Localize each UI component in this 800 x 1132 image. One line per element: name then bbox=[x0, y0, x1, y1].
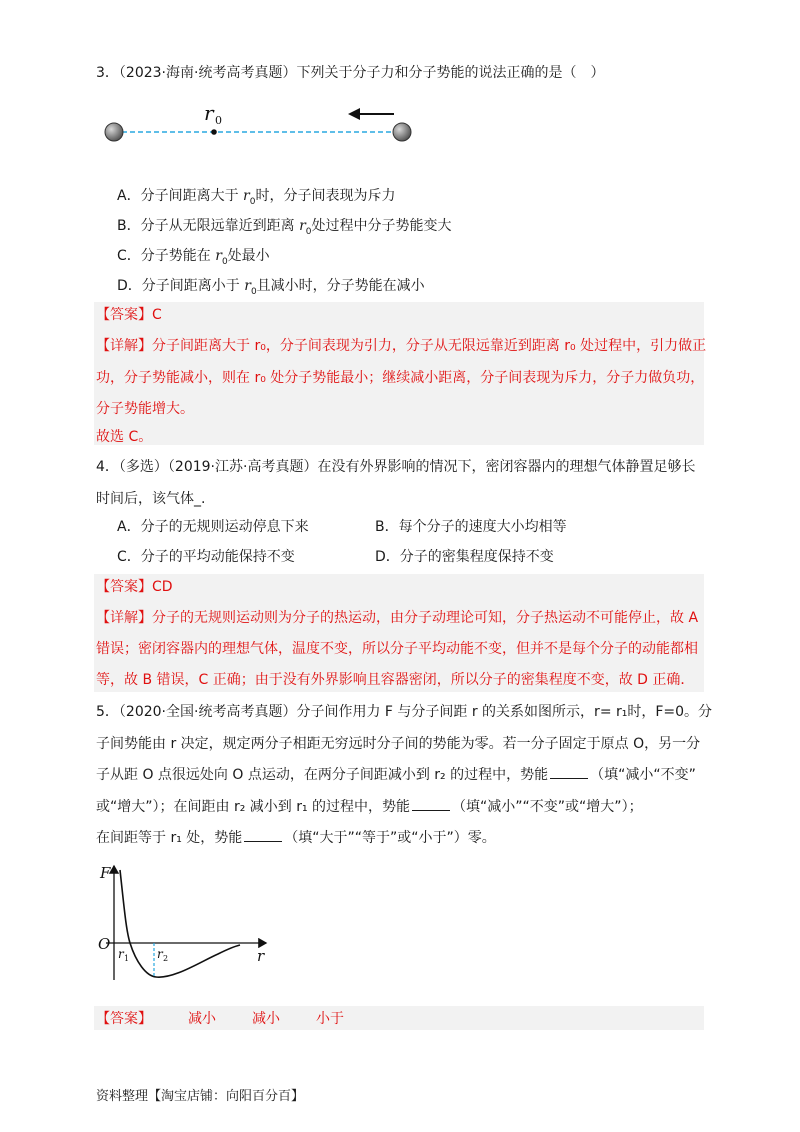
blank-3[interactable] bbox=[244, 829, 282, 842]
blank-1[interactable] bbox=[550, 766, 588, 779]
left-molecule bbox=[105, 123, 123, 141]
q3-answer bbox=[96, 305, 162, 325]
origin-label: O bbox=[98, 935, 111, 953]
q3-molecule-figure bbox=[96, 96, 426, 156]
force-curve bbox=[120, 870, 240, 977]
q5-answer-3: 小于 bbox=[316, 1011, 344, 1027]
answer-tag: 【答案】 bbox=[96, 307, 152, 323]
q4-detail-line-1: 【详解】分子的无规则运动则为分子的热运动，由分子动理论可知，分子热运动不可能停止，故 A bbox=[96, 610, 699, 626]
q4-option-c: C．分子的平均动能保持不变 bbox=[117, 549, 295, 565]
q3-option-b: B．分子从无限远靠近到距离 $r_0$处过程中分子势能变大 bbox=[117, 218, 452, 237]
q4-answer: 【答案】CD bbox=[96, 579, 173, 595]
answer-value: C bbox=[152, 307, 162, 323]
q3-detail-line-1: 【详解】分子间距离大于 r₀，分子间表现为引力，分子从无限远靠近到距离 r₀ 处过程中，引力做正 bbox=[96, 338, 707, 354]
q3-option-c: C．分子势能在 $r_0$处最小 bbox=[117, 248, 270, 267]
r2-label: r bbox=[157, 947, 163, 961]
q4-stem-line-2: 时间后，该气体_. bbox=[96, 491, 206, 507]
r1-label: r bbox=[118, 947, 124, 961]
q5-answer-box bbox=[94, 1006, 704, 1030]
r0-label: r bbox=[204, 101, 214, 125]
q3-option-a: A．分子间距离大于 $r_0$时，分子间表现为斥力 bbox=[117, 188, 396, 207]
q4-heading: 4．（多选）（2019·江苏·高考真题）在没有外界影响的情况下，密闭容器内的理想气体静置足够长 bbox=[96, 459, 696, 475]
q4-options-row-1 bbox=[117, 517, 717, 537]
q3-stem: 下列关于分子力和分子势能的说法正确的是（ ） bbox=[296, 65, 605, 81]
r1-subscript: 1 bbox=[124, 954, 130, 963]
q4-option-d: D．分子的密集程度保持不变 bbox=[375, 549, 554, 565]
arrow-left-icon bbox=[348, 108, 360, 120]
detail-tag: 【详解】 bbox=[96, 338, 152, 354]
footer-source: 资料整理【淘宝店铺：向阳百分百】 bbox=[96, 1089, 305, 1104]
blank-2[interactable] bbox=[412, 798, 450, 811]
q4-detail-line-3: 等，故 B 错误，C 正确；由于没有外界影响且容器密闭，所以分子的密集程度不变，故 D 正确． bbox=[96, 672, 695, 688]
q3-heading bbox=[96, 63, 604, 83]
q4-options-row-2 bbox=[117, 547, 717, 567]
q4-option-b: B．每个分子的速度大小均相等 bbox=[375, 519, 567, 535]
q5-answer-1: 减小 bbox=[188, 1011, 216, 1027]
r0-subscript: 0 bbox=[215, 114, 222, 127]
q3-option-d: D．分子间距离小于 $r_0$且减小时，分子势能在减小 bbox=[117, 278, 425, 297]
r-axis-label: r bbox=[257, 947, 265, 965]
r2-subscript: 2 bbox=[163, 954, 169, 963]
q5-answer: 【答案】 减小 减小 小于 bbox=[96, 1011, 344, 1027]
q5-line-4: 或“增大”）；在间距由 r₂ 减小到 r₁ 的过程中，势能 （填“减小”“不变”或“增大”）； bbox=[96, 799, 643, 815]
q5-answer-2: 减小 bbox=[252, 1011, 280, 1027]
q5-line-2: 子间势能由 r 决定，规定两分子相距无穷远时分子间的势能为零。若一分子固定于原点 O，另一分 bbox=[96, 736, 701, 752]
q3-detail-line-4: 故选 C。 bbox=[96, 429, 153, 445]
right-molecule bbox=[393, 123, 411, 141]
q3-source: （2023·海南·统考高考真题） bbox=[118, 65, 297, 81]
r0-point bbox=[211, 129, 217, 135]
f-axis-label: F bbox=[100, 864, 111, 882]
q5-line-1: 5．（2020·全国·统考高考真题）分子间作用力 F 与分子间距 r 的关系如图所示，r= r₁时，F=0。分 bbox=[96, 704, 713, 720]
q5-line-5: 在间距等于 r₁ 处，势能 （填“大于”“等于”或“小于”）零。 bbox=[96, 830, 496, 846]
q5-force-graph bbox=[96, 858, 286, 988]
q3-detail-line-2: 功，分子势能减小，则在 r₀ 处分子势能最小；继续减小距离，分子间表现为斥力，分子力做负功， bbox=[96, 370, 705, 386]
q3-number: 3． bbox=[96, 65, 119, 81]
q3-detail-line-3: 分子势能增大。 bbox=[96, 401, 194, 417]
q5-line-3: 子从距 O 点很远处向 O 点运动，在两分子间距减小到 r₂ 的过程中，势能 （填“减小“不变” bbox=[96, 767, 696, 783]
q4-detail-line-2: 错误；密闭容器内的理想气体，温度不变，所以分子平均动能不变，但并不是每个分子的动能都相 bbox=[96, 641, 698, 657]
q4-option-a: A．分子的无规则运动停息下来 bbox=[117, 519, 309, 535]
